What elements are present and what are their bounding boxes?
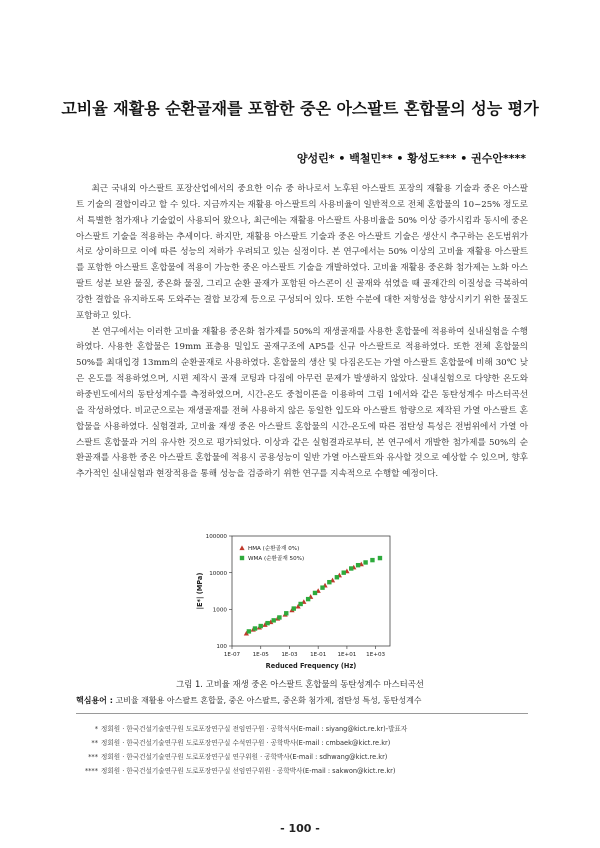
legend-marker-wma bbox=[240, 556, 244, 560]
data-point-wma bbox=[356, 563, 360, 567]
page-number: - 100 - bbox=[280, 822, 320, 835]
data-point-wma bbox=[320, 585, 324, 589]
data-point-wma bbox=[292, 606, 296, 610]
master-curve-chart bbox=[192, 528, 422, 676]
abstract-paragraph-2: 본 연구에서는 이러한 고비율 재활용 중온화 첨가제를 50%의 재생골재를 사용한 혼합물에 적용하여 실내실험을 수행하였다. 사용한 혼합물은 19mm 표층용 밀입도 골재구조에 AP5를 신규 아스팔트로 적용하였다. 또한 전체 혼합물의 50%를 최대입경 13mm의 순환골재로 사용하였다. 혼합물의 생산 및 다짐온도는 가열 아스팔트 혼합물에 비해 30℃ 낮은 온도를 적용하였으며, 시편 제작시 골재 코팅과 다짐에 아무런 문제가 발생하지 않았다. 실내실험으로 다양한 온도와 하중빈도에서의 동탄성계수를 측정하였으며, 시간-온도 중첩이론을 이용하여 그림 1에서와 같은 동탄성계수 마스터곡선을 작성하였다. 비교군으로는 재생골재를 전혀 사용하지 않은 동일한 입도와 아스팔트 함량으로 제작된 가열 아스팔트 혼합물을 사용하였다. 실험결과, 고비율 재생 중온 아스팔트 혼합물의 시간-온도에 따른 점탄성 특성은 전범위에서 가열 아스팔트 혼합물과 거의 유사한 것으로 평가되었다. 이상과 같은 실험결과로부터, 본 연구에서 개발한 첨가제를 50%의 순환골재를 사용한 중온 아스팔트 혼합물에 적용시 공용성능이 일반 가열 아스팔트와 유사할 것으로 예상할 수 있으며, 향후 추가적인 실내실험과 현장적용을 통해 성능을 검증하기 위한 연구를 지속적으로 수행할 예정이다. bbox=[76, 326, 528, 480]
abstract-paragraph-1: 최근 국내외 아스팔트 포장산업에서의 중요한 이슈 중 하나로서 노후된 아스팔트 포장의 재활용 기술과 중온 아스팔트 기술의 결합이라고 할 수 있다. 지금까지는 재활용 아스팔트의 사용비율이 일반적으로 전체 혼합물의 10~25% 정도로서 특별한 첨가재나 기술없이 사용되어 왔으나, 최근에는 재활용 아스팔트 사용비율을 50% 이상 증가시킴과 동시에 중온 아스팔트 기술을 적용하는 추세이다. 하지만, 재활용 아스팔트 기술과 중온 아스팔트 기술은 생산시 추구하는 온도범위가 서로 상이하므로 이에 따른 성능의 저하가 우려되고 있는 실정이다. 본 연구에서는 50% 이상의 고비율 재활용 아스팔트를 포함한 아스팔트 혼합물에 적용이 가능한 중온 아스팔트 기술을 개발하였다. 고비율 재활용 중온화 첨가제는 노화 아스팔트 성분 보완 물질, 중온화 물질, 그리고 순환 골재가 포함된 아스콘이 신 골재와 섞였을 때 골재간의 이질성을 극복하여 강한 결합을 유지하도록 도와주는 결합 보강제 등으로 구성되어 있다. 또한 수분에 대한 저항성을 향상시키기 위한 물질도 포함하고 있다. bbox=[76, 184, 528, 321]
footnote-text: 정회원 · 한국건설기술연구원 도로포장연구실 연구위원 · 공학박사(E-mail : sdhwang@kict.re.kr) bbox=[101, 753, 388, 761]
footnote-mark: *** bbox=[88, 753, 98, 761]
x-tick-label: 1E-03 bbox=[281, 652, 298, 658]
footnote-2 bbox=[76, 736, 536, 750]
data-point-wma bbox=[277, 615, 281, 619]
x-axis-label: Reduced Frequency (Hz) bbox=[265, 662, 357, 670]
data-point-wma bbox=[259, 624, 263, 628]
legend-marker-hma bbox=[239, 545, 244, 550]
footnote-mark: ** bbox=[91, 739, 98, 747]
data-point-wma bbox=[335, 575, 339, 579]
footnote-text: 정회원 · 한국건설기술연구원 도로포장연구실 수석연구원 · 공학박사(E-mail : cmbaek@kict.re.kr) bbox=[101, 739, 391, 747]
footnote-text: 정회원 · 한국건설기술연구원 도로포장연구실 선임연구위원 · 공학박사(E-mail : sakwon@kict.re.kr) bbox=[101, 767, 396, 775]
keywords-label: 핵심용어 : bbox=[76, 696, 113, 705]
data-point-wma bbox=[363, 560, 367, 564]
data-point-wma bbox=[349, 566, 353, 570]
footnote-3 bbox=[76, 750, 536, 764]
data-point-wma bbox=[271, 618, 275, 622]
x-tick-label: 1E-05 bbox=[252, 652, 269, 658]
x-tick-label: 1E+03 bbox=[366, 652, 386, 658]
footnote-mark: * bbox=[94, 725, 98, 733]
data-point-wma bbox=[265, 621, 269, 625]
data-point-wma bbox=[284, 611, 288, 615]
keywords bbox=[76, 695, 536, 706]
data-point-wma bbox=[298, 602, 302, 606]
footnote-1 bbox=[76, 722, 536, 736]
y-tick-label: 100 bbox=[216, 644, 227, 651]
legend-label-hma: HMA (순환골재 0%) bbox=[248, 546, 300, 552]
figure-caption: 그림 1. 고비율 재생 중온 아스팔트 혼합물의 동탄성계수 마스터곡선 bbox=[176, 679, 424, 689]
y-axis-label: |E*| (MPa) bbox=[196, 572, 204, 610]
data-point-wma bbox=[327, 580, 331, 584]
figure-master-curve bbox=[192, 528, 422, 676]
data-point-wma bbox=[342, 570, 346, 574]
x-tick-label: 1E-01 bbox=[310, 652, 327, 658]
paper-title: 고비율 재활용 순환골재를 포함한 중온 아스팔트 혼합물의 성능 평가 bbox=[61, 99, 539, 118]
abstract-body bbox=[76, 182, 528, 483]
data-point-wma bbox=[247, 629, 251, 633]
x-tick-label: 1E-07 bbox=[223, 652, 241, 658]
footnote-divider bbox=[76, 713, 528, 714]
keywords-text: 고비율 재활용 아스팔트 혼합물, 중온 아스팔트, 중온화 첨가제, 점탄성 특성, 동탄성계수 bbox=[115, 696, 422, 705]
footnotes bbox=[76, 722, 536, 778]
footnote-mark: **** bbox=[84, 767, 98, 775]
y-tick-label: 10000 bbox=[209, 570, 227, 577]
data-point-wma bbox=[370, 558, 374, 562]
legend-label-wma: WMA (순환골재 50%) bbox=[248, 556, 305, 562]
x-tick-label: 1E+01 bbox=[337, 652, 357, 658]
footnote-4 bbox=[76, 764, 536, 778]
data-point-wma bbox=[306, 597, 310, 601]
data-point-wma bbox=[253, 626, 257, 630]
y-tick-label: 1000 bbox=[212, 607, 227, 614]
footnote-text: 정회원 · 한국건설기술연구원 도로포장연구실 전임연구원 · 공학석사(E-mail : siyang@kict.re.kr)-발표자 bbox=[101, 725, 408, 733]
data-point-wma bbox=[313, 591, 317, 595]
author-list: 양성린* • 백철민** • 황성도*** • 권수안**** bbox=[296, 152, 526, 165]
y-tick-label: 100000 bbox=[205, 534, 227, 541]
data-point-wma bbox=[378, 556, 382, 560]
